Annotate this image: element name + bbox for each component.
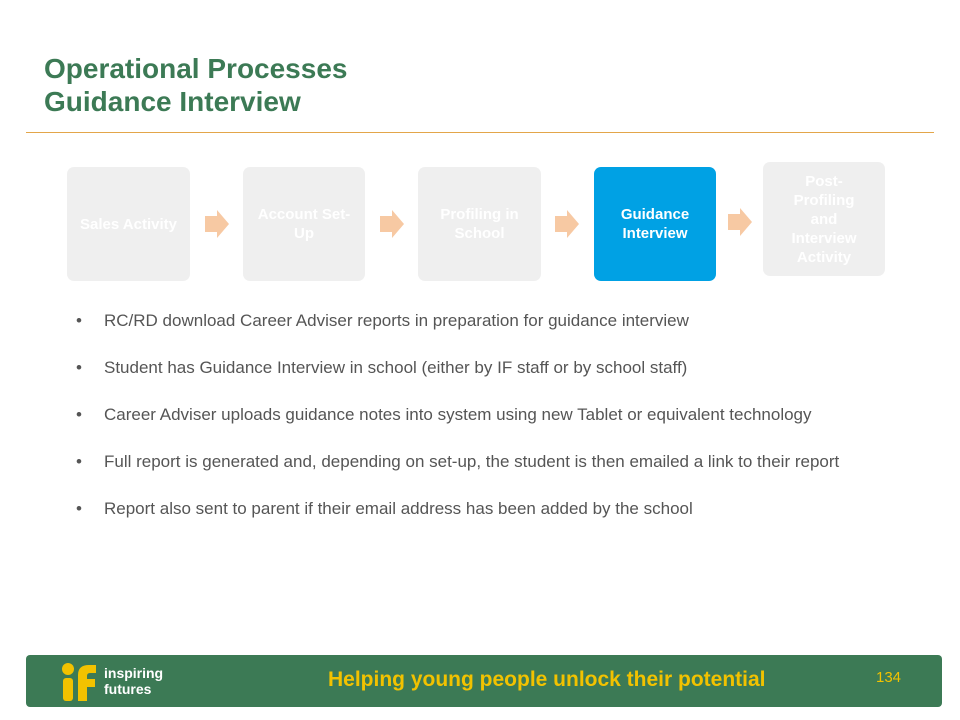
title-line-1: Operational Processes — [44, 53, 348, 84]
page-number: 134 — [876, 669, 902, 686]
inspiring-futures-logo-icon — [60, 661, 104, 703]
bullet-list — [72, 309, 872, 544]
arrow-right-icon — [555, 210, 579, 238]
title-line-2: Guidance Interview — [44, 86, 301, 117]
bullet-icon: • — [76, 358, 82, 377]
bullet-icon: • — [76, 499, 82, 518]
process-step-profiling-in-school: Profiling in School — [418, 167, 541, 281]
process-step-account-setup: Account Set-Up — [243, 167, 365, 281]
list-item: • Student has Guidance Interview in school (either by IF staff or by school staff) — [76, 358, 688, 377]
arrow-right-icon — [728, 208, 752, 236]
footer-tagline: Helping young people unlock their potential — [328, 668, 766, 691]
process-step-sales-activity: Sales Activity — [67, 167, 190, 281]
process-step-post-profiling: Post-Profiling and Interview Activity — [763, 162, 885, 276]
arrow-right-icon — [205, 210, 229, 238]
list-item: • Career Adviser uploads guidance notes into system using new Tablet or equivalent technology — [76, 405, 812, 424]
list-item: • RC/RD download Career Adviser reports in preparation for guidance interview — [76, 311, 689, 330]
bullet-icon: • — [76, 452, 82, 471]
list-item: • Report also sent to parent if their email address has been added by the school — [76, 499, 693, 518]
list-item: • Full report is generated and, depending on set-up, the student is then emailed a link to their report — [76, 452, 840, 471]
arrow-right-icon — [380, 210, 404, 238]
bullet-icon: • — [76, 405, 82, 424]
process-step-guidance-interview: Guidance Interview — [594, 167, 716, 281]
page-title — [44, 52, 347, 118]
title-divider — [26, 132, 934, 133]
logo-wordmark: inspiring futures — [104, 665, 164, 697]
footer-banner — [26, 655, 942, 707]
bullet-icon: • — [76, 311, 82, 330]
